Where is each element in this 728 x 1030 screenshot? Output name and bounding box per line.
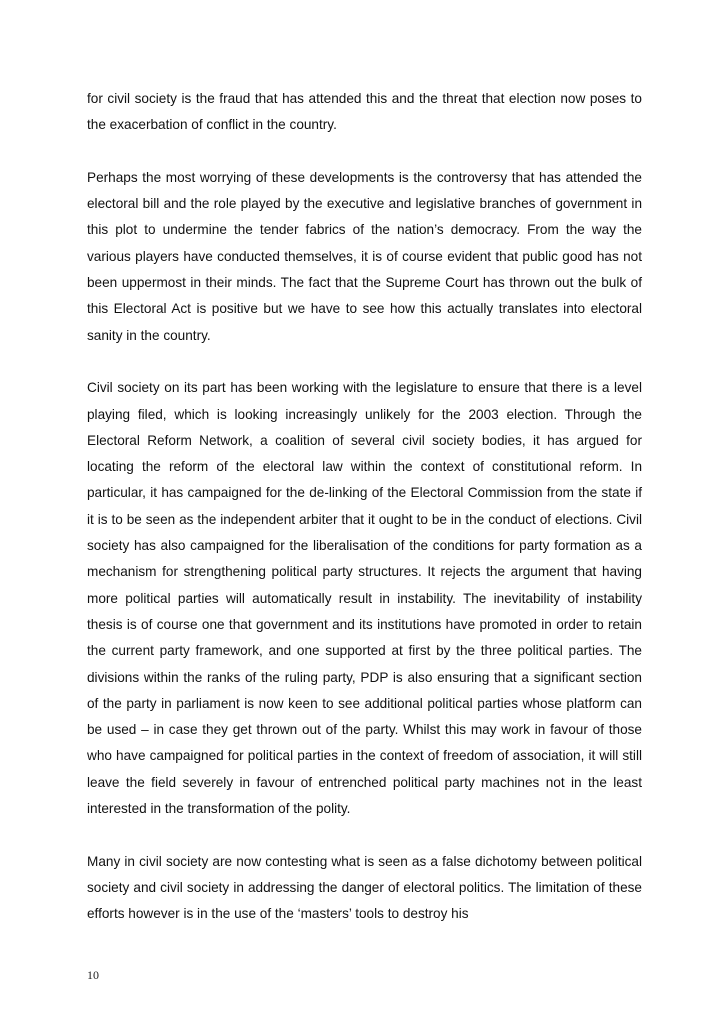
paragraph-2: Perhaps the most worrying of these developments is the controversy that has attended the electoral bill and the role played by the executive and legislative branches of government in this plot to undermine the tender fabrics of the nation’s democracy. From the way the various players have conducted themselves, it is of course evident that public good has not been uppermost in their minds. The fact that the Supreme Court has thrown out the bulk of this Electoral Act is positive but we have to see how this actually translates into electoral sanity in the country. [87, 169, 642, 343]
page-number: 10 [87, 968, 99, 982]
paragraph-4: Many in civil society are now contesting what is seen as a false dichotomy between political society and civil society in addressing the danger of electoral politics. The limitation of these efforts however is in the use of the ‘masters’ tools to destroy his [87, 853, 642, 922]
paragraph-3: Civil society on its part has been working with the legislature to ensure that there is a level playing filed, which is looking increasingly unlikely for the 2003 election. Through the Electoral Reform Network, a coalition of several civil society bodies, it has argued for locating the reform of the electoral law within the context of constitutional reform. In particular, it has campaigned for the de-linking of the Electoral Commission from the state if it is to be seen as the independent arbiter that it ought to be in the conduct of elections. Civil society has also campaigned for the liberalisation of the conditions for party formation as a mechanism for strengthening political party structures. It rejects the argument that having more political parties will automatically result in instability. The inevitability of instability thesis is of course one that government and its institutions have promoted in order to retain the current party framework, and one supported at first by the three political parties. The divisions within the ranks of the ruling party, PDP is also ensuring that a significant section of the party in parliament is now keen to see additional political parties whose platform can be used – in case they get thrown out of the party. Whilst this may work in favour of those who have campaigned for political parties in the context of freedom of association, it will still leave the field severely in favour of entrenched political party machines not in the least interested in the transformation of the polity. [87, 380, 642, 817]
body-text [87, 86, 642, 928]
paragraph-1: for civil society is the fraud that has attended this and the threat that election now poses to the exacerbation of conflict in the country. [87, 91, 642, 133]
